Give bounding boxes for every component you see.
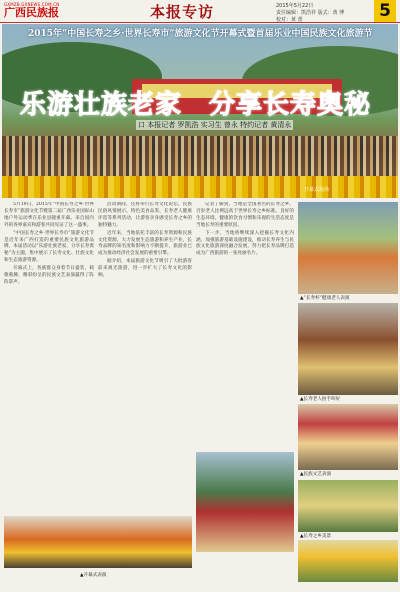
photo-caption: ▲长寿之乡美景 [300, 534, 332, 539]
hero-banner-text: 2015年“中国长寿之乡·世界长寿市”旅游文化节开幕式暨首届乐业中国民族文化旅游节 [28, 29, 373, 39]
photo-ceremony [196, 452, 294, 552]
paragraph: 开幕式上，各族群众身着节日盛装，载歌载舞，精彩纷呈的民族文艺表演赢得了阵阵掌声。 [4, 266, 94, 285]
photo-dance [298, 404, 398, 470]
paper-logo [4, 2, 92, 20]
paragraph: 近年来，当地依托丰富的长寿资源和民族文化资源，大力发展生态旅游和养生产业，长寿品牌的知名度和影响力不断提升，旅游业已成为推动经济社会发展的重要引擎。 [98, 230, 192, 257]
flower-bed [2, 176, 398, 198]
photo-opening-show [4, 516, 192, 568]
photo-elders [298, 303, 398, 395]
issue-date: 2015年5月22日 [276, 3, 314, 9]
article-column-3 [196, 202, 294, 448]
paragraph: 下一步，当地将继续深入挖掘长寿文化内涵，加强旅游基础设施建设，推动长寿养生与民族文化旅游深度融合发展，努力把长寿品牌打造成为广西旅游的一张亮丽名片。 [196, 230, 294, 257]
page-header [0, 0, 400, 23]
photo-scenery [298, 480, 398, 532]
paragraph: 记者了解到，当地是全国著名的长寿之乡，百岁老人比例远高于世界长寿之乡标准。良好的生态环境、健康的饮食习惯和乐观的生活态度是当地长寿的重要原因。 [196, 202, 294, 228]
article-column-2 [98, 202, 192, 518]
hero-photo [2, 24, 398, 198]
photo-caption: ▲长寿老人拍手叫好 [300, 397, 341, 402]
page-number: 5 [374, 0, 396, 22]
paragraph: 据介绍，本届旅游文化节吸引了大批游客前来观光旅游，进一步扩大了长寿文化的影响。 [98, 259, 192, 279]
paragraph: 5月19日，2015年“中国长寿之乡·世界长寿市”旅游文化节暨第二届广西乐业国际山地户外运动季在乐业县隆重开幕。来自国内外的各界嘉宾和游客共同见证了这一盛事。 [4, 202, 94, 228]
photo-caption: ▲民族文艺表演 [300, 472, 332, 477]
proof-credit: 校对：黄 蕾 [276, 17, 303, 23]
paper-name: 广西民族报 [4, 6, 59, 19]
header-meta [276, 3, 344, 24]
byline: 口 本报记者 罗凯浩 实习生 曾永 特约记者 黄清永 [138, 121, 292, 129]
photo-performance [298, 202, 398, 294]
photo-caption: ▲“长寿杯”健康老人表演 [300, 296, 350, 301]
photo-fields [298, 540, 398, 582]
section-title: 本报专访 [150, 3, 215, 21]
photo-caption: ▲开幕式表演 [80, 573, 107, 578]
paragraph: 活动期间，还将举行长寿文化论坛、民族民俗风情展示、特色美食品鉴、长寿老人健康评选等系列活动，让游客亲身感受长寿之乡的独特魅力。 [98, 202, 192, 228]
crowd [2, 136, 398, 181]
paper-url: GXMZB.GXNEWS.COM.CN [4, 2, 60, 7]
editor-credits: 责任编辑：凯浩祥 版式：黄 博 [276, 10, 345, 16]
article-column-1 [4, 202, 94, 518]
headline: 乐游壮族老家 分享长寿奥秘 [20, 90, 372, 120]
paragraph: “中国长寿之乡·世界长寿市”旅游文化节是近年来广西打造的重要民族文化旅游品牌，本届活动以“乐游壮族老家，分享长寿奥秘”为主题，集中展示了长寿文化、壮族文化和生态旅游资源。 [4, 230, 94, 264]
hero-photo-caption: 开幕式现场 [304, 187, 330, 193]
